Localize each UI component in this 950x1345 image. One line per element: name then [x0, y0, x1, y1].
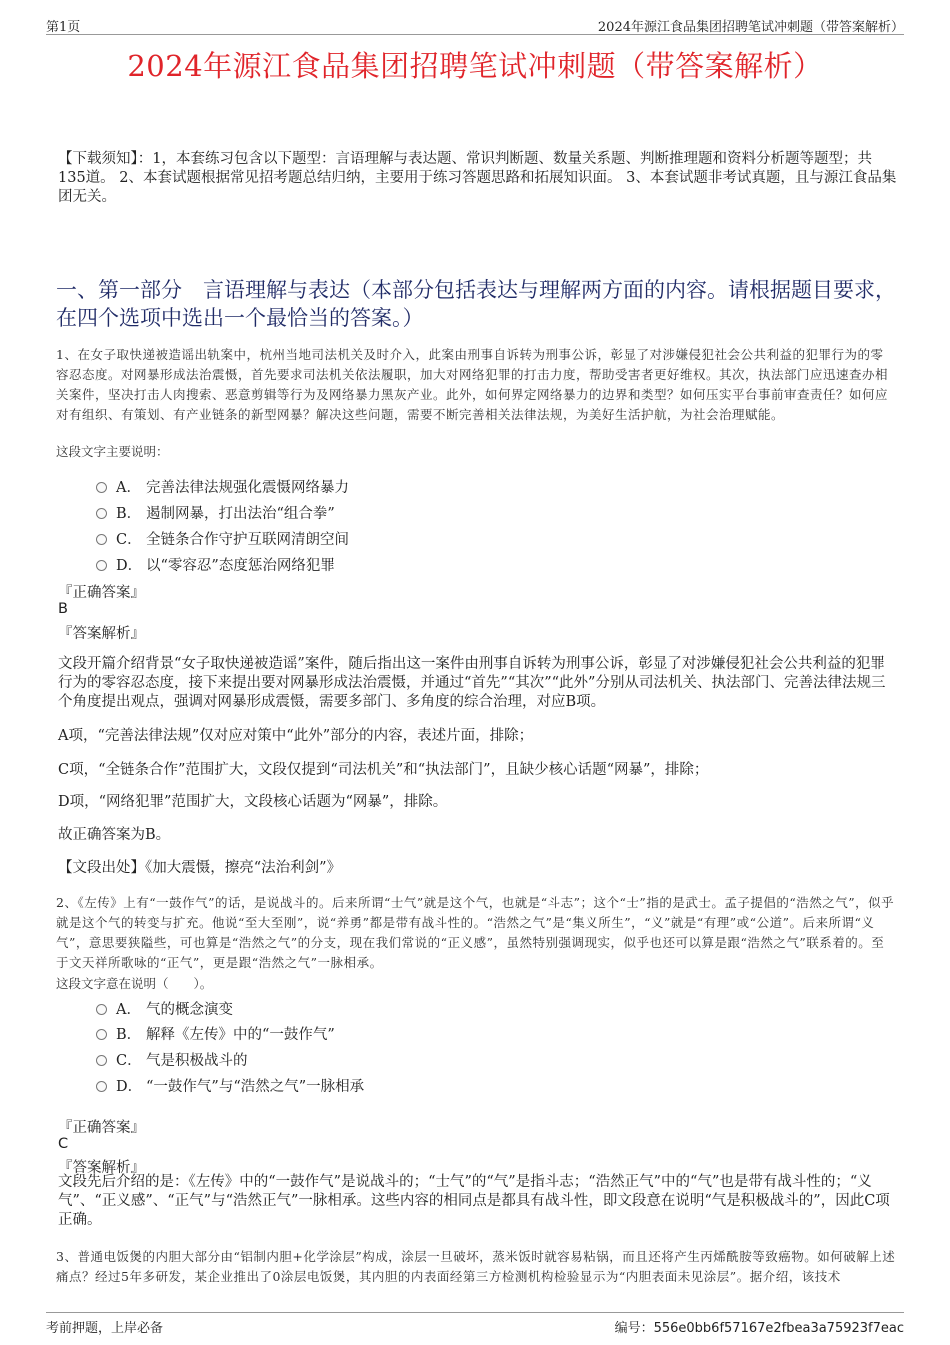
- question-1-option-a[interactable]: A． 完善法律法规强化震慑网络暴力: [96, 476, 349, 498]
- radio-icon[interactable]: [96, 534, 107, 545]
- question-1-answer-label: 『正确答案』: [58, 585, 145, 601]
- radio-icon[interactable]: [96, 560, 107, 571]
- question-2-option-a[interactable]: A． 气的概念演变: [96, 998, 233, 1020]
- radio-icon[interactable]: [96, 508, 107, 519]
- question-1-analysis-main: 文段开篇介绍背景“女子取快递被造谣”案件，随后指出这一案件由刑事自诉转为刑事公诉，彰显了对涉嫌侵犯社会公共利益的犯罪行为的零容忍态度，接下来提出要对网暴形成法治震慑，并通过“首先”“其次”“此外”分别从司法机关、执法部门、完善法律法规三个角度提出观点，强调对网暴形成震慑，需要多部门、多角度的综合治理，对应B项。: [58, 656, 886, 710]
- question-1-stem: 这段文字主要说明：: [56, 444, 169, 459]
- question-1-source: 【文段出处】《加大震慑，擦亮“法治利剑”》: [58, 860, 342, 876]
- footer-code: 编号：556e0bb6f57167e2fbea3a75923f7eac: [614, 1321, 904, 1336]
- question-1-option-b[interactable]: B． 遏制网暴，打出法治“组合拳”: [96, 502, 335, 524]
- question-1-option-d[interactable]: D． 以“零容忍”态度惩治网络犯罪: [96, 554, 335, 576]
- question-1-analysis-c: C项，“全链条合作”范围扩大，文段仅提到“司法机关”和“执法部门”，且缺少核心话题“网暴”，排除；: [58, 762, 709, 778]
- question-1-analysis-a: A项，“完善法律法规”仅对应对策中“此外”部分的内容，表述片面，排除；: [58, 728, 534, 744]
- document-title: 2024年源江食品集团招聘笔试冲刺题（带答案解析）: [127, 49, 823, 83]
- header-doc-title: 2024年源江食品集团招聘笔试冲刺题（带答案解析）: [597, 20, 904, 35]
- question-2-option-c[interactable]: C． 气是积极战斗的: [96, 1049, 248, 1071]
- page-number: 第1页: [46, 20, 81, 35]
- page-footer: [46, 1312, 904, 1336]
- question-1-answer: B: [58, 601, 68, 617]
- question-1-conclusion: 故正确答案为B。: [58, 827, 171, 843]
- radio-icon[interactable]: [96, 1055, 107, 1066]
- question-2-text: 2、《左传》上有“一鼓作气”的话，是说战斗的。后来所谓“士气”就是这个气，也就是“斗志”；这个“士”指的是武士。孟子提倡的“浩然之气”，似乎就是这个气的转变与扩充。他说“至大至刚”，说“养勇”都是带有战斗性的。“浩然之气”是“集义所生”，“义”就是“有理”或“公道”。后来所谓“义气”，意思要狭隘些，可也算是“浩然之气”的分支，现在我们常说的“正义感”，虽然特别强调现实，似乎也还可以算是跟“浩然之气”联系着的。至于文天祥所歌咏的“正气”，更是跟“浩然之气”一脉相承。: [56, 895, 895, 970]
- question-1-option-c[interactable]: C． 全链条合作守护互联网清朗空间: [96, 528, 349, 550]
- radio-icon[interactable]: [96, 1081, 107, 1092]
- question-1-analysis-d: D项，“网络犯罪”范围扩大，文段核心话题为“网暴”，排除。: [58, 794, 448, 810]
- radio-icon[interactable]: [96, 1004, 107, 1015]
- question-2-answer-label: 『正确答案』: [58, 1120, 145, 1136]
- section-heading: 一、第一部分 言语理解与表达（本部分包括表达与理解两方面的内容。请根据题目要求，在四个选项中选出一个最恰当的答案。）: [56, 278, 896, 330]
- download-notice: 【下载须知】：1，本套练习包含以下题型：言语理解与表达题、常识判断题、数量关系题、判断推理题和资料分析题等题型；共135道。 2、本套试题根据常见招考题总结归纳，主要用于练习答题思路和拓展知识面。 3、本套试题非考试真题，且与源江食品集团无关。: [58, 151, 897, 205]
- question-2-stem: 这段文字意在说明（ ）。: [56, 976, 213, 991]
- question-2-answer: C: [58, 1136, 69, 1152]
- question-3-text: 3、普通电饭煲的内胆大部分由“铝制内胆+化学涂层”构成，涂层一旦破坏，蒸米饭时就容易粘锅，而且还将产生丙烯酰胺等致癌物。如何破解上述痛点？经过5年多研发，某企业推出了0涂层电饭煲，其内胆的内表面经第三方检测机构检验显示为“内胆表面未见涂层”。据介绍，该技术: [56, 1249, 896, 1284]
- question-1-analysis-label: 『答案解析』: [58, 626, 145, 642]
- question-2-analysis-label: 『答案解析』: [58, 1160, 145, 1176]
- page-header: [46, 14, 904, 35]
- footer-slogan: 考前押题，上岸必备: [46, 1321, 164, 1336]
- question-2-analysis: 文段先后介绍的是：《左传》中的“一鼓作气”是说战斗的；“士气”的“气”是指斗志；“浩然正气”中的“气”也是带有战斗性的；“义气”、“正义感”、“正气”与“浩然正气”一脉相承。这些内容的相同点是都具有战斗性，即文段意在说明“气是积极战斗的”，因此C项正确。: [58, 1174, 890, 1228]
- question-2-option-d[interactable]: D． “一鼓作气”与“浩然之气”一脉相承: [96, 1075, 364, 1097]
- radio-icon[interactable]: [96, 482, 107, 493]
- question-2-option-b[interactable]: B． 解释《左传》中的“一鼓作气”: [96, 1023, 335, 1045]
- question-1-text: 1、在女子取快递被造谣出轨案中，杭州当地司法机关及时介入，此案由刑事自诉转为刑事公诉，彰显了对涉嫌侵犯社会公共利益的犯罪行为的零容忍态度。对网暴形成法治震慑，首先要求司法机关依法履职，加大对网络犯罪的打击力度，帮助受害者更好维权。其次，执法部门应迅速查办相关案件，坚决打击人肉搜索、恶意剪辑等行为及网络暴力黑灰产业。此外，如何界定网络暴力的边界和类型？如何压实平台事前审查责任？如何应对有组织、有策划、有产业链条的新型网暴？解决这些问题，需要不断完善相关法律法规，为美好生活护航，为社会治理赋能。: [56, 347, 889, 422]
- radio-icon[interactable]: [96, 1029, 107, 1040]
